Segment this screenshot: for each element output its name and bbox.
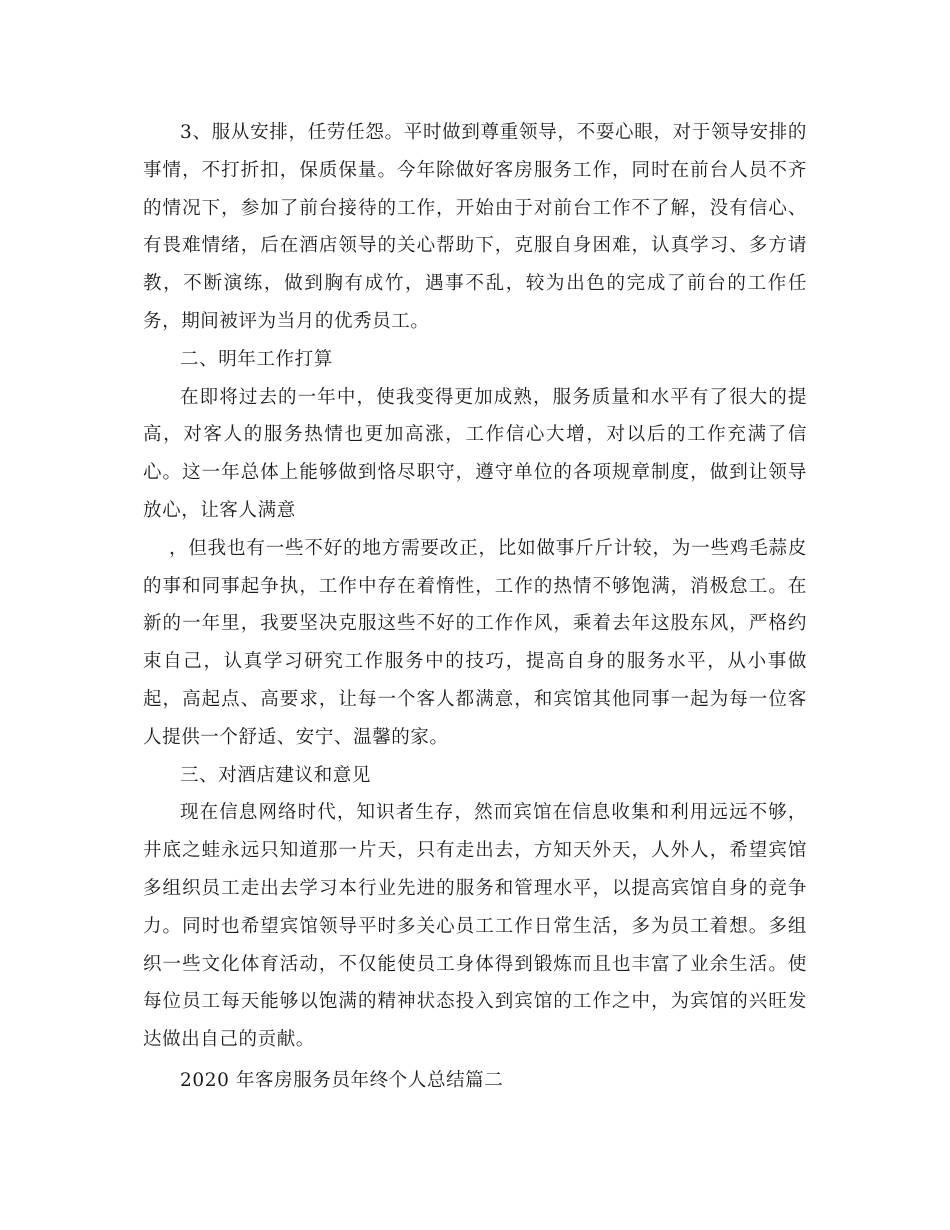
paragraph-suggestions: 现在信息网络时代，知识者生存，然而宾馆在信息收集和利用远远不够，井底之蛙永远只知道那一片天，只有走出去，方知天外天，人外人，希望宾馆多组织员工走出去学习本行业先进的服务和管理水平，以提高宾馆自身的竞争力。同时也希望宾馆领导平时多关心员工工作日常生活，多为员工着想。多组织一些文化体育活动，不仅能使员工身体得到锻炼而且也丰富了业余生活。使每位员工每天能够以饱满的精神状态投入到宾馆的工作之中，为宾馆的兴旺发达做出自己的贡献。 xyxy=(143,802,807,1051)
document-body xyxy=(143,114,807,1100)
heading-suggestions: 三、对酒店建议和意见 xyxy=(180,764,372,786)
paragraph-improvements: ，但我也有一些不好的地方需要改正，比如做事斤斤计较，为一些鸡毛蒜皮的事和同事起争执，工作中存在着惰性，工作的热情不够饱满，消极怠工。在新的一年里，我要坚决克服这些不好的工作作风，乘着去年这股东风，严格约束自己，认真学习研究工作服务中的技巧，提高自身的服务水平，从小事做起，高起点、高要求，让每一个客人都满意，和宾馆其他同事一起为每一位客人提供一个舒适、安宁、温馨的家。 xyxy=(143,537,807,748)
paragraph-obey-arrangements: 3、服从安排，任劳任怨。平时做到尊重领导，不耍心眼，对于领导安排的事情，不打折扣，保质保量。今年除做好客房服务工作，同时在前台人员不齐的情况下，参加了前台接待的工作，开始由于对前台工作不了解，没有信心、有畏难情绪，后在酒店领导的关心帮助下，克服自身困难，认真学习、多方请教，不断演练，做到胸有成竹，遇事不乱，较为出色的完成了前台的工作任务，期间被评为当月的优秀员工。 xyxy=(143,122,807,332)
heading-next-year-plan: 二、明年工作打算 xyxy=(180,348,333,370)
paragraph-past-year: 在即将过去的一年中，使我变得更加成熟，服务质量和水平有了很大的提高，对客人的服务热情也更加高涨，工作信心大增，对以后的工作充满了信心。这一年总体上能够做到恪尽职守，遵守单位的各项规章制度，做到让领导放心，让客人满意 xyxy=(143,386,807,521)
heading-summary-part-two: 2020 年客房服务员年终个人总结篇二 xyxy=(180,1069,504,1091)
